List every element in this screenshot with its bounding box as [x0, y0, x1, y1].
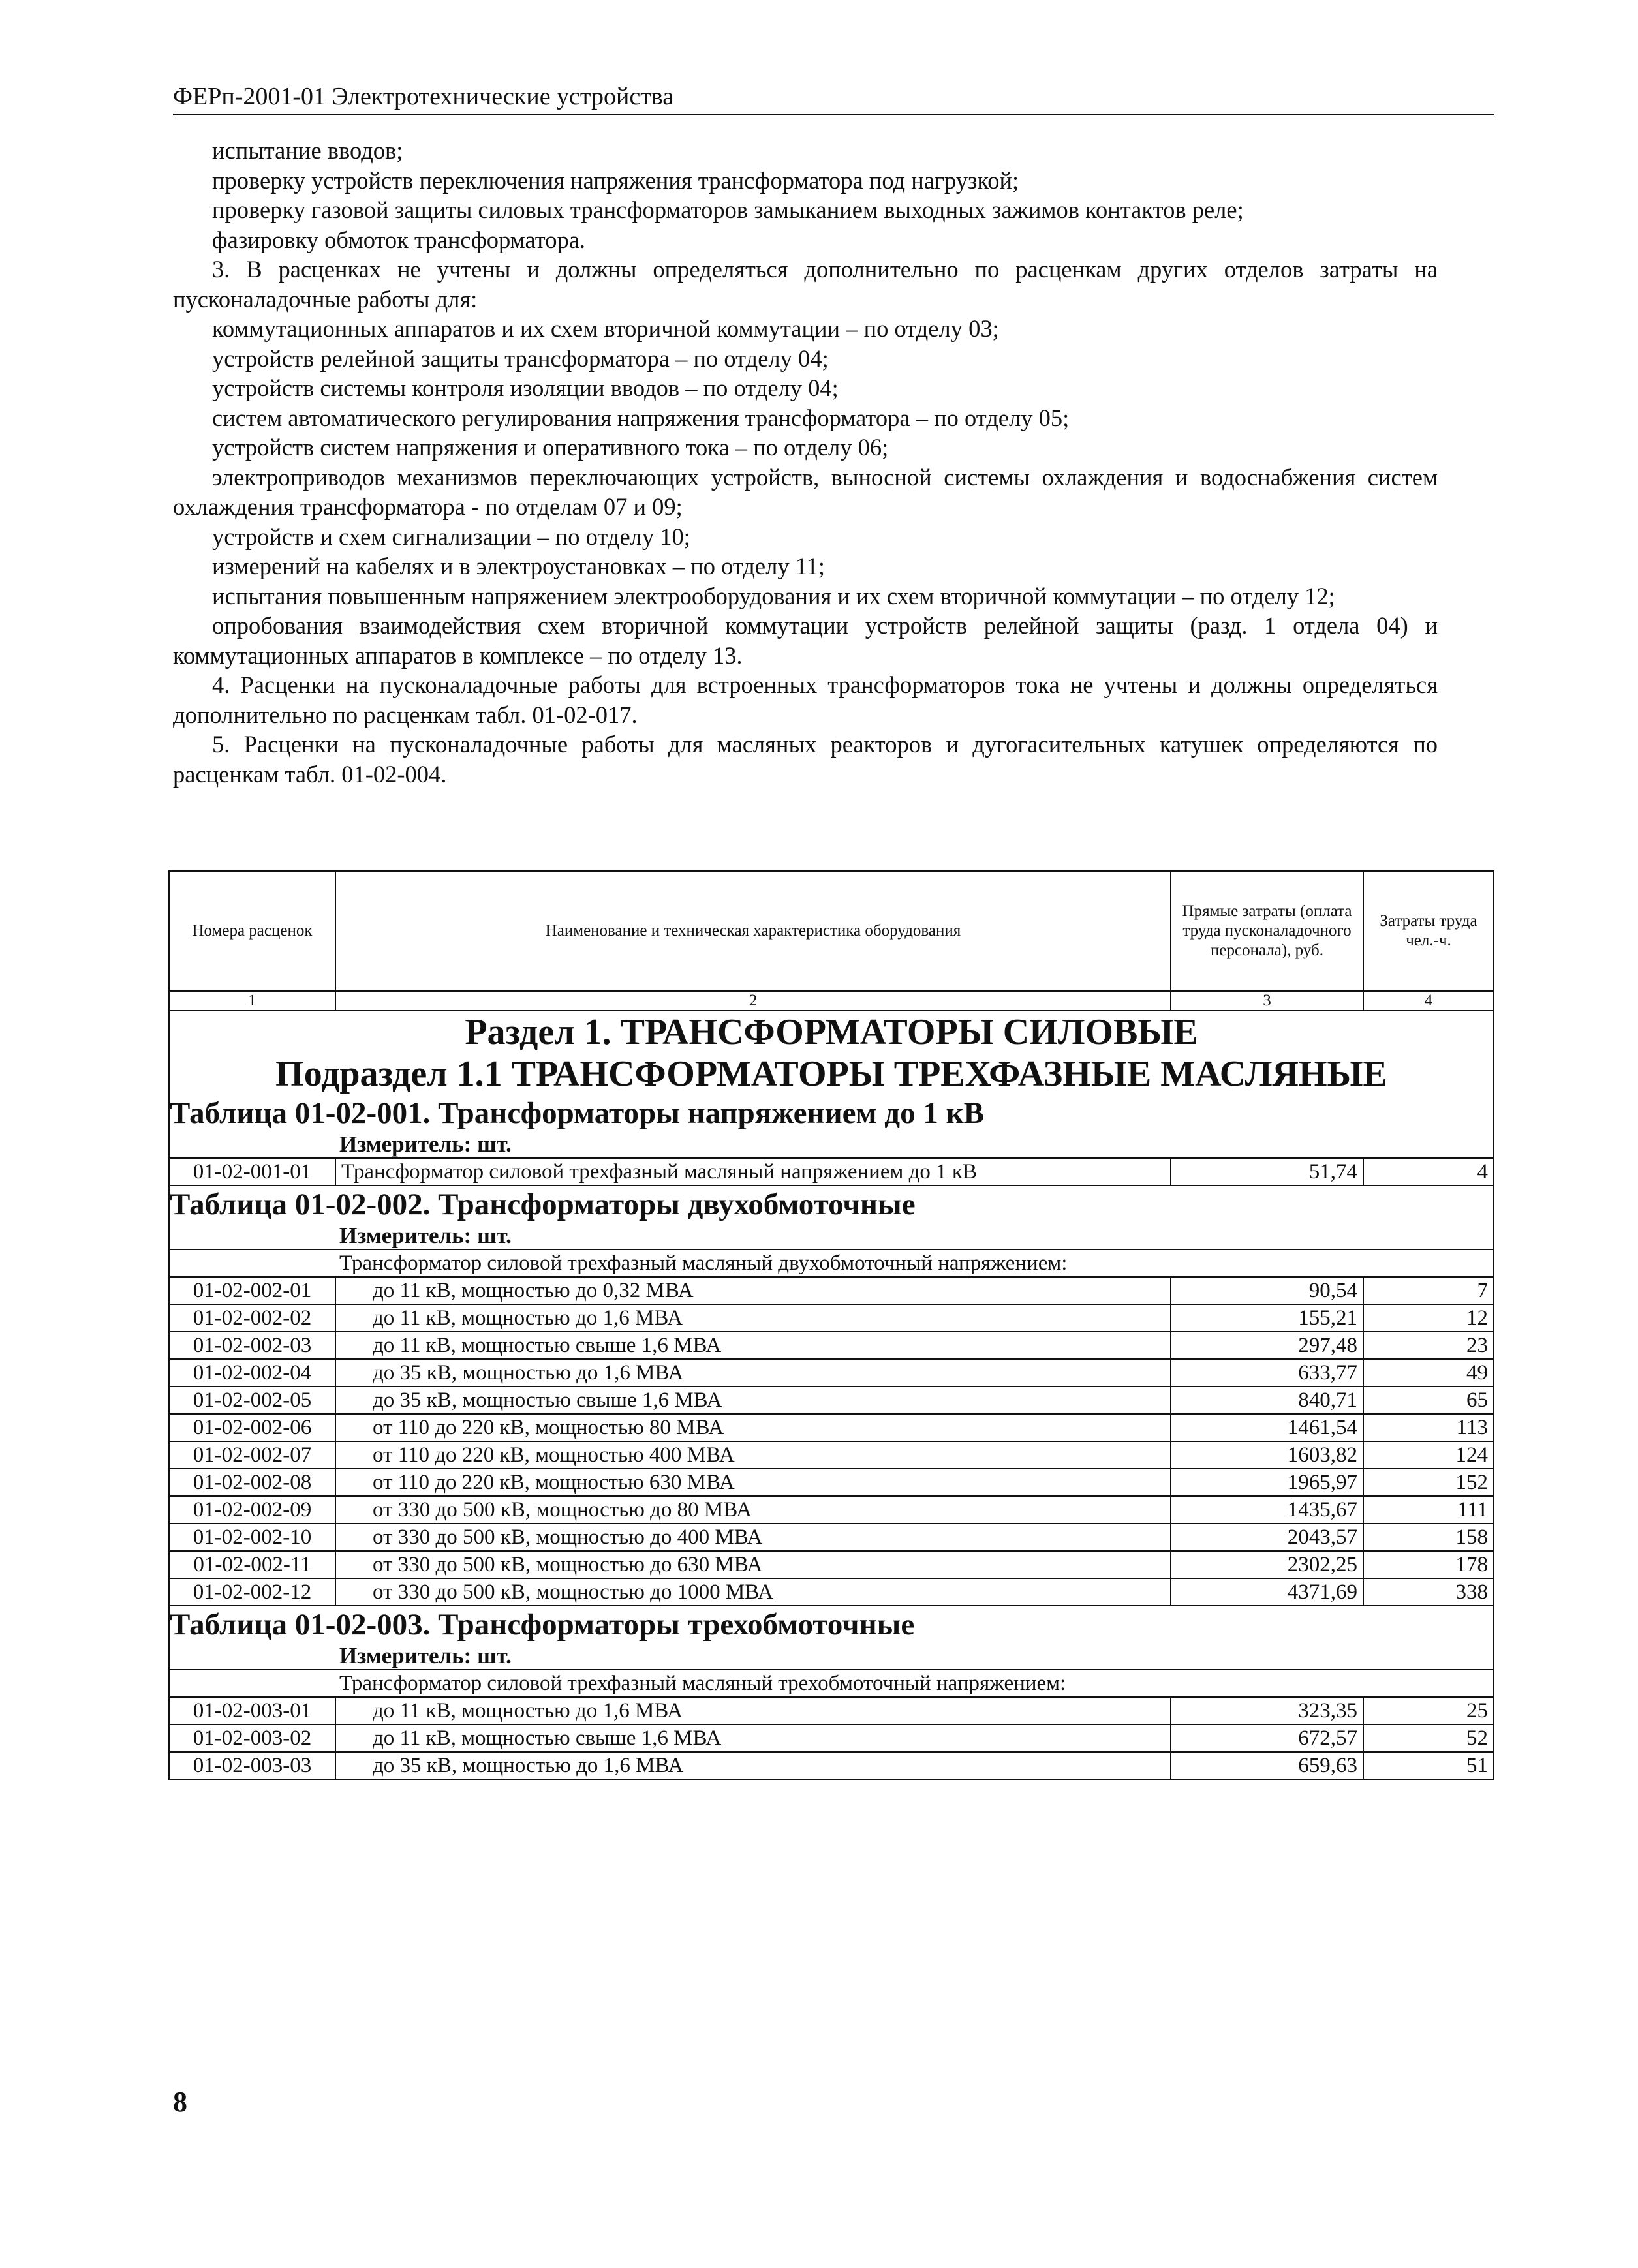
column-number: 1	[169, 991, 335, 1011]
table-row	[169, 1752, 1494, 1779]
subsection-title-row	[169, 1053, 1494, 1095]
equipment-name: от 110 до 220 кВ, мощностью 80 МВА	[335, 1414, 1171, 1441]
equipment-heading: Трансформатор силовой трехфазный масляный двухобмоточный напряжением:	[169, 1249, 1494, 1277]
subsection-title: Подраздел 1.1 ТРАНСФОРМАТОРЫ ТРЕХФАЗНЫЕ МАСЛЯНЫЕ	[169, 1053, 1494, 1095]
table-row	[169, 1332, 1494, 1359]
table-row	[169, 1158, 1494, 1186]
unit-label: Измеритель: шт.	[169, 1223, 1494, 1249]
header-cost: Прямые затраты (оплата труда пусконаладочного персонала), руб.	[1171, 871, 1363, 991]
paragraph: измерений на кабелях и в электроустановках – по отделу 11;	[212, 553, 826, 579]
direct-cost: 155,21	[1171, 1304, 1363, 1332]
equipment-name: до 11 кВ, мощностью до 0,32 МВА	[335, 1277, 1171, 1304]
labor-cost: 111	[1363, 1496, 1494, 1524]
direct-cost: 90,54	[1171, 1277, 1363, 1304]
table-row	[169, 1697, 1494, 1724]
direct-cost: 840,71	[1171, 1387, 1363, 1414]
equipment-name: до 11 кВ, мощностью свыше 1,6 МВА	[335, 1332, 1171, 1359]
column-number: 2	[335, 991, 1171, 1011]
table-title: Таблица 01-02-002. Трансформаторы двухобмоточные	[169, 1186, 1494, 1223]
section-title-row	[169, 1011, 1494, 1053]
paragraph: проверку газовой защиты силовых трансформаторов замыканием выходных зажимов контактов реле;	[212, 196, 1244, 223]
labor-cost: 7	[1363, 1277, 1494, 1304]
equipment-name: до 35 кВ, мощностью до 1,6 МВА	[335, 1359, 1171, 1387]
rate-code: 01-02-002-03	[169, 1332, 335, 1359]
table-row	[169, 1469, 1494, 1496]
column-number-row	[169, 991, 1494, 1011]
table-row	[169, 1277, 1494, 1304]
rate-code: 01-02-002-06	[169, 1414, 335, 1441]
paragraph: испытание вводов;	[212, 137, 403, 164]
direct-cost: 297,48	[1171, 1332, 1363, 1359]
rate-code: 01-02-001-01	[169, 1158, 335, 1186]
direct-cost: 1461,54	[1171, 1414, 1363, 1441]
unit-label: Измеритель: шт.	[169, 1643, 1494, 1670]
paragraph: испытания повышенным напряжением электрооборудования и их схем вторичной коммутации – по отделу 12;	[212, 582, 1335, 609]
table-row	[169, 1441, 1494, 1469]
labor-cost: 338	[1363, 1578, 1494, 1606]
labor-cost: 178	[1363, 1551, 1494, 1578]
rate-code: 01-02-002-12	[169, 1578, 335, 1606]
equipment-name: до 35 кВ, мощностью до 1,6 МВА	[335, 1752, 1171, 1779]
rate-code: 01-02-003-03	[169, 1752, 335, 1779]
unit-row	[169, 1223, 1494, 1249]
table-row	[169, 1578, 1494, 1606]
table-header-row	[169, 871, 1494, 991]
direct-cost: 2302,25	[1171, 1551, 1363, 1578]
column-number: 3	[1171, 991, 1363, 1011]
direct-cost: 1435,67	[1171, 1496, 1363, 1524]
paragraph: устройств систем напряжения и оперативного тока – по отделу 06;	[212, 434, 889, 461]
table-row	[169, 1359, 1494, 1387]
equipment-name: до 11 кВ, мощностью до 1,6 МВА	[335, 1304, 1171, 1332]
table-title: Таблица 01-02-001. Трансформаторы напряжением до 1 кВ	[169, 1095, 1494, 1131]
unit-row	[169, 1643, 1494, 1670]
labor-cost: 113	[1363, 1414, 1494, 1441]
header-name: Наименование и техническая характеристика оборудования	[335, 871, 1171, 991]
paragraph: систем автоматического регулирования напряжения трансформатора – по отделу 05;	[212, 404, 1070, 431]
paragraph: 3. В расценках не учтены и должны определяться дополнительно по расценкам других отделов затраты на пусконаладочные работы для:	[173, 256, 1438, 313]
column-number: 4	[1363, 991, 1494, 1011]
equipment-name: от 330 до 500 кВ, мощностью до 80 МВА	[335, 1496, 1171, 1524]
table-row	[169, 1524, 1494, 1551]
labor-cost: 152	[1363, 1469, 1494, 1496]
equipment-heading-row	[169, 1249, 1494, 1277]
labor-cost: 51	[1363, 1752, 1494, 1779]
page-header: ФЕРп-2001-01 Электротехнические устройства	[173, 82, 1494, 115]
header-labor: Затраты труда чел.-ч.	[1363, 871, 1494, 991]
table-row	[169, 1304, 1494, 1332]
rate-code: 01-02-002-10	[169, 1524, 335, 1551]
paragraph: устройств релейной защиты трансформатора – по отделу 04;	[212, 345, 829, 372]
equipment-name: от 110 до 220 кВ, мощностью 400 МВА	[335, 1441, 1171, 1469]
labor-cost: 65	[1363, 1387, 1494, 1414]
direct-cost: 4371,69	[1171, 1578, 1363, 1606]
price-table	[168, 870, 1494, 1780]
table-title-row	[169, 1606, 1494, 1643]
rate-code: 01-02-002-05	[169, 1387, 335, 1414]
rate-code: 01-02-002-04	[169, 1359, 335, 1387]
equipment-name: от 110 до 220 кВ, мощностью 630 МВА	[335, 1469, 1171, 1496]
rate-code: 01-02-002-01	[169, 1277, 335, 1304]
table-row	[169, 1724, 1494, 1752]
labor-cost: 52	[1363, 1724, 1494, 1752]
table-row	[169, 1496, 1494, 1524]
table-title: Таблица 01-02-003. Трансформаторы трехобмоточные	[169, 1606, 1494, 1643]
paragraph: устройств системы контроля изоляции вводов – по отделу 04;	[212, 375, 839, 401]
direct-cost: 1965,97	[1171, 1469, 1363, 1496]
direct-cost: 633,77	[1171, 1359, 1363, 1387]
paragraph: 4. Расценки на пусконаладочные работы для встроенных трансформаторов тока не учтены и должны определяться дополнительно по расценкам табл. 01-02-017.	[173, 671, 1438, 728]
rate-code: 01-02-003-02	[169, 1724, 335, 1752]
header-codes: Номера расценок	[169, 871, 335, 991]
table-row	[169, 1387, 1494, 1414]
direct-cost: 2043,57	[1171, 1524, 1363, 1551]
direct-cost: 659,63	[1171, 1752, 1363, 1779]
table-title-row	[169, 1186, 1494, 1223]
equipment-name: от 330 до 500 кВ, мощностью до 400 МВА	[335, 1524, 1171, 1551]
equipment-name: до 11 кВ, мощностью до 1,6 МВА	[335, 1697, 1171, 1724]
paragraph: фазировку обмоток трансформатора.	[212, 226, 586, 253]
equipment-heading: Трансформатор силовой трехфазный масляный трехобмоточный напряжением:	[169, 1670, 1494, 1697]
paragraph: 5. Расценки на пусконаладочные работы для масляных реакторов и дугогасительных катушек определяются по расценкам табл. 01-02-004.	[173, 731, 1438, 788]
paragraph: проверку устройств переключения напряжения трансформатора под нагрузкой;	[212, 166, 1019, 194]
equipment-name: от 330 до 500 кВ, мощностью до 630 МВА	[335, 1551, 1171, 1578]
rate-code: 01-02-002-11	[169, 1551, 335, 1578]
section-title: Раздел 1. ТРАНСФОРМАТОРЫ СИЛОВЫЕ	[169, 1011, 1494, 1053]
unit-label: Измеритель: шт.	[169, 1131, 1494, 1158]
direct-cost: 672,57	[1171, 1724, 1363, 1752]
equipment-name: до 11 кВ, мощностью свыше 1,6 МВА	[335, 1724, 1171, 1752]
labor-cost: 23	[1363, 1332, 1494, 1359]
rate-code: 01-02-003-01	[169, 1697, 335, 1724]
unit-row	[169, 1131, 1494, 1158]
table-row	[169, 1414, 1494, 1441]
equipment-name: Трансформатор силовой трехфазный масляный напряжением до 1 кВ	[335, 1158, 1171, 1186]
equipment-heading-row	[169, 1670, 1494, 1697]
paragraph: опробования взаимодействия схем вторичной коммутации устройств релейной защиты (разд. 1 отдела 04) и коммутационных аппаратов в комплексе – по отделу 13.	[173, 612, 1438, 669]
labor-cost: 158	[1363, 1524, 1494, 1551]
paragraph: электроприводов механизмов переключающих устройств, выносной системы охлаждения и водоснабжения систем охлаждения трансформатора - по отделам 07 и 09;	[173, 463, 1438, 520]
equipment-name: до 35 кВ, мощностью свыше 1,6 МВА	[335, 1387, 1171, 1414]
page-number: 8	[173, 2086, 187, 2118]
rate-code: 01-02-002-09	[169, 1496, 335, 1524]
table-row	[169, 1551, 1494, 1578]
labor-cost: 49	[1363, 1359, 1494, 1387]
labor-cost: 12	[1363, 1304, 1494, 1332]
body-text	[173, 136, 1438, 789]
paragraph: устройств и схем сигнализации – по отделу 10;	[212, 523, 690, 550]
labor-cost: 25	[1363, 1697, 1494, 1724]
direct-cost: 1603,82	[1171, 1441, 1363, 1469]
rate-code: 01-02-002-07	[169, 1441, 335, 1469]
table-title-row	[169, 1095, 1494, 1131]
direct-cost: 51,74	[1171, 1158, 1363, 1186]
labor-cost: 124	[1363, 1441, 1494, 1469]
labor-cost: 4	[1363, 1158, 1494, 1186]
equipment-name: от 330 до 500 кВ, мощностью до 1000 МВА	[335, 1578, 1171, 1606]
rate-code: 01-02-002-02	[169, 1304, 335, 1332]
direct-cost: 323,35	[1171, 1697, 1363, 1724]
paragraph: коммутационных аппаратов и их схем вторичной коммутации – по отделу 03;	[212, 315, 999, 342]
rate-code: 01-02-002-08	[169, 1469, 335, 1496]
